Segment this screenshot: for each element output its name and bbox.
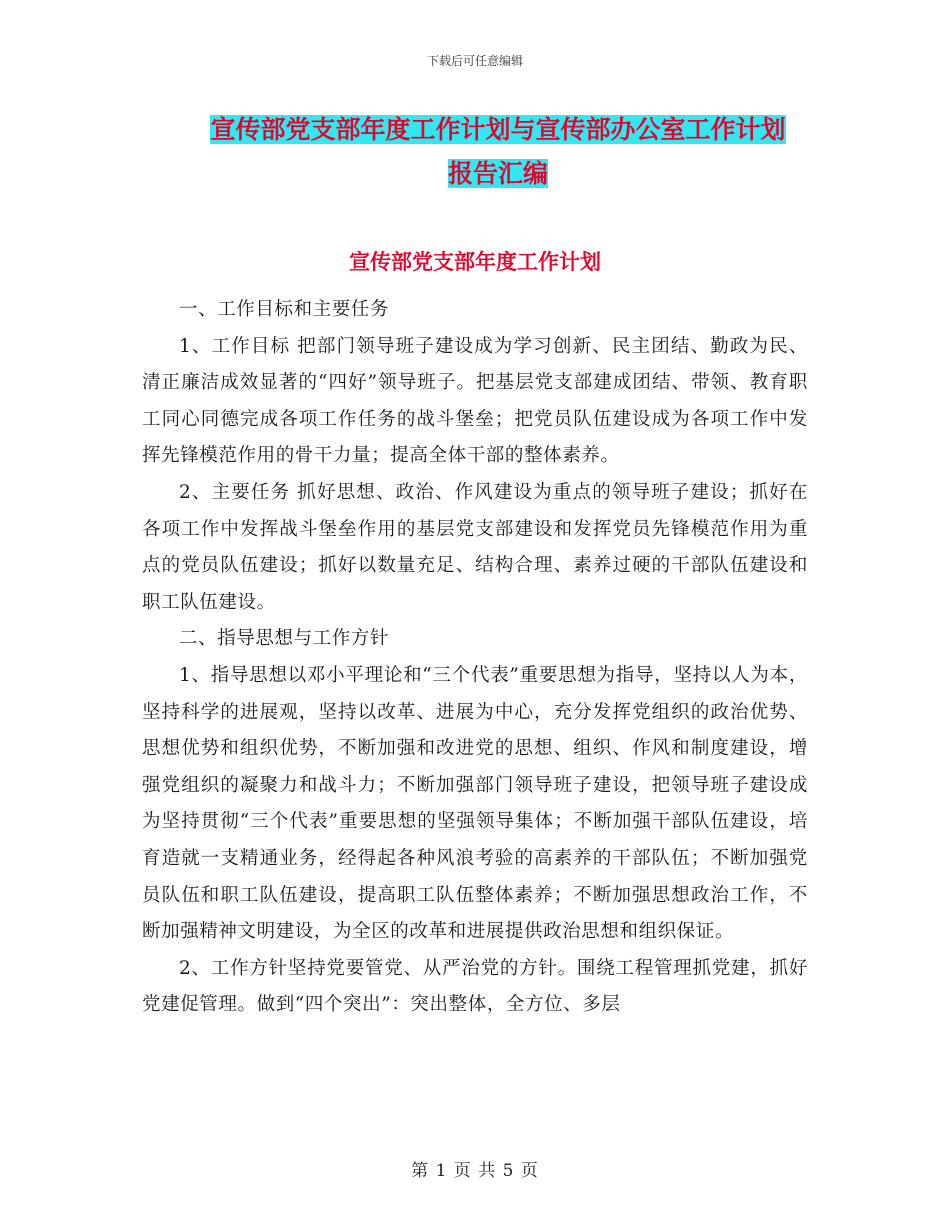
- document-body: [142, 292, 808, 1024]
- header-note: 下载后可任意编辑: [426, 54, 523, 68]
- section-title: 宣传部党支部年度工作计划: [349, 250, 601, 274]
- document-title-line-1: 宣传部党支部年度工作计划与宣传部办公室工作计划: [210, 115, 786, 144]
- paragraph: 2、主要任务 抓好思想、政治、作风建设为重点的领导班子建设；抓好在各项工作中发挥战斗堡垒作用的基层党支部建设和发挥党员先锋模范作用为重点的党员队伍建设；抓好以数量充足、结构合理、素养过硬的干部队伍建设和职工队伍建设。: [142, 481, 808, 613]
- page-footer: 第 1 页 共 5 页: [411, 1161, 539, 1181]
- paragraph: 1、工作目标 把部门领导班子建设成为学习创新、民主团结、勤政为民、清正廉洁成效显著的“四好”领导班子。把基层党支部建成团结、带领、教育职工同心同德完成各项工作任务的战斗堡垒；把党员队伍建设成为各项工作中发挥先锋模范作用的骨干力量；提高全体干部的整体素养。: [142, 335, 808, 467]
- paragraph: 1、指导思想以邓小平理论和“三个代表”重要思想为指导，坚持以人为本，坚持科学的进展观，坚持以改革、进展为中心，充分发挥党组织的政治优势、思想优势和组织优势，不断加强和改进党的思想、组织、作风和制度建设，增强党组织的凝聚力和战斗力；不断加强部门领导班子建设，把领导班子建设成为坚持贯彻“三个代表”重要思想的坚强领导集体；不断加强干部队伍建设，培育造就一支精通业务，经得起各种风浪考验的高素养的干部队伍；不断加强党员队伍和职工队伍建设，提高职工队伍整体素养；不断加强思想政治工作，不断加强精神文明建设，为全区的改革和进展提供政治思想和组织保证。: [142, 664, 808, 943]
- paragraph: 2、工作方针坚持党要管党、从严治党的方针。围绕工程管理抓党建，抓好党建促管理。做到“四个突出”：突出整体，全方位、多层: [142, 957, 808, 1016]
- document-title-line-2: 报告汇编: [447, 159, 548, 188]
- paragraph-heading-2: 二、指导思想与工作方针: [179, 628, 390, 650]
- document-title: [120, 108, 876, 196]
- paragraph-heading-1: 一、工作目标和主要任务: [179, 299, 390, 320]
